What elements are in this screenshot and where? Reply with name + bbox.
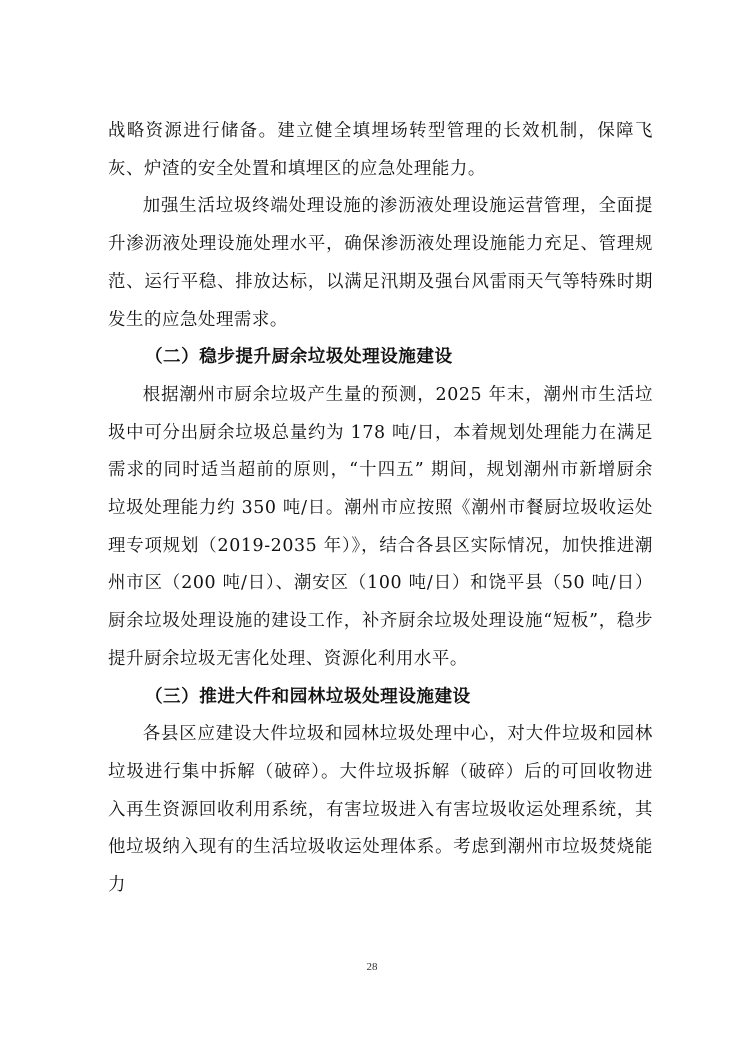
document-body [108,113,653,905]
paragraph-continuation: 战略资源进行储备。建立健全填埋场转型管理的长效机制，保障飞灰、炉渣的安全处置和填埋区的应急处理能力。 [108,121,653,179]
paragraph-leachate: 加强生活垃圾终端处理设施的渗沥液处理设施运营管理，全面提升渗沥液处理设施处理水平，确保渗沥液处理设施能力充足、管理规范、运行平稳、排放达标，以满足汛期及强台风雷雨天气等特殊时期发生的应急处理需求。 [108,196,653,330]
paragraph-bulky-garden-waste: 各县区应建设大件垃圾和园林垃圾处理中心，对大件垃圾和园林垃圾进行集中拆解（破碎）。大件垃圾拆解（破碎）后的可回收物进入再生资源回收利用系统，有害垃圾进入有害垃圾收运处理系统，其他垃圾纳入现有的生活垃圾收运处理体系。考虑到潮州市垃圾焚烧能力 [108,724,653,896]
section-heading-bulky-garden-waste: （三）推进大件和园林垃圾处理设施建设 [144,686,471,707]
section-heading-kitchen-waste: （二）稳步提升厨余垃圾处理设施建设 [144,347,453,368]
page-number: 28 [366,961,378,973]
paragraph-kitchen-waste: 根据潮州市厨余垃圾产生量的预测，2025 年末，潮州市生活垃圾中可分出厨余垃圾总量约为 178 吨/日，本着规划处理能力在满足需求的同时适当超前的原则，“十四五” 期间，规划潮州市新增厨余垃圾处理能力约 350 吨/日。潮州市应按照《潮州市餐厨垃圾收运处理专项规划（2019-2035 年）》，结合各县区实际情况，加快推进潮州市区（200 吨/日）、潮安区（100 吨/日）和饶平县（50 吨/日）厨余垃圾处理设施的建设工作，补齐厨余垃圾处理设施“短板”，稳步提升厨余垃圾无害化处理、资源化利用水平。 [108,384,653,669]
